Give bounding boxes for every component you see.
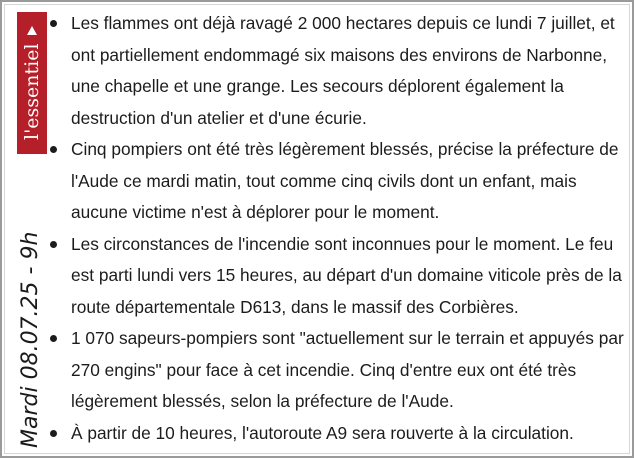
bullet-item (46, 229, 634, 324)
bullet-dot-icon (50, 241, 57, 248)
essentiel-tab-label (17, 2, 47, 144)
bullet-dot-icon (50, 146, 57, 153)
bullet-text: À partir de 10 heures, l'autoroute A9 sera rouverte à la circulation. (71, 422, 574, 443)
bullet-item (46, 134, 634, 229)
bullet-dot-icon (50, 430, 57, 437)
bullet-text: Cinq pompiers ont été très légèrement blessés, précise la préfecture de l'Aude ce mardi matin, tout comme cinq civils dont un enfant, mais aucune victime n'est à déplorer pour le moment. (71, 139, 619, 222)
triangle-right-icon (27, 26, 37, 35)
bullet-item (46, 8, 634, 134)
bullet-dot-icon (50, 20, 57, 27)
date-stamp: Mardi 08.07.25 - 9h (17, 231, 43, 448)
bullet-dot-icon (50, 335, 57, 342)
bullet-list (46, 8, 634, 449)
bullet-text: Les circonstances de l'incendie sont inconnues pour le moment. Le feu est parti lundi vers 15 heures, au départ d'un domaine viticole près de la route départementale D613, dans le massif des Corbières. (71, 233, 622, 317)
bullet-text: 1 070 sapeurs-pompiers sont "actuellement sur le terrain et appuyés par 270 engins" pour face à cet incendie. Cinq d'entre eux ont été très légèrement blessés, selon la préfecture de l'Aude. (71, 328, 624, 411)
bullet-text: Les flammes ont déjà ravagé 2 000 hectares depuis ce lundi 7 juillet, et ont partiellement endommagé six maisons des environs de Narbonne, une chapelle et une grange. Les secours déplorent également la destruction d'un atelier et d'une écurie. (71, 13, 615, 128)
bullet-item (46, 418, 634, 450)
essentiel-tab-text: l'essentiel (21, 43, 43, 140)
bullet-item (46, 323, 634, 418)
